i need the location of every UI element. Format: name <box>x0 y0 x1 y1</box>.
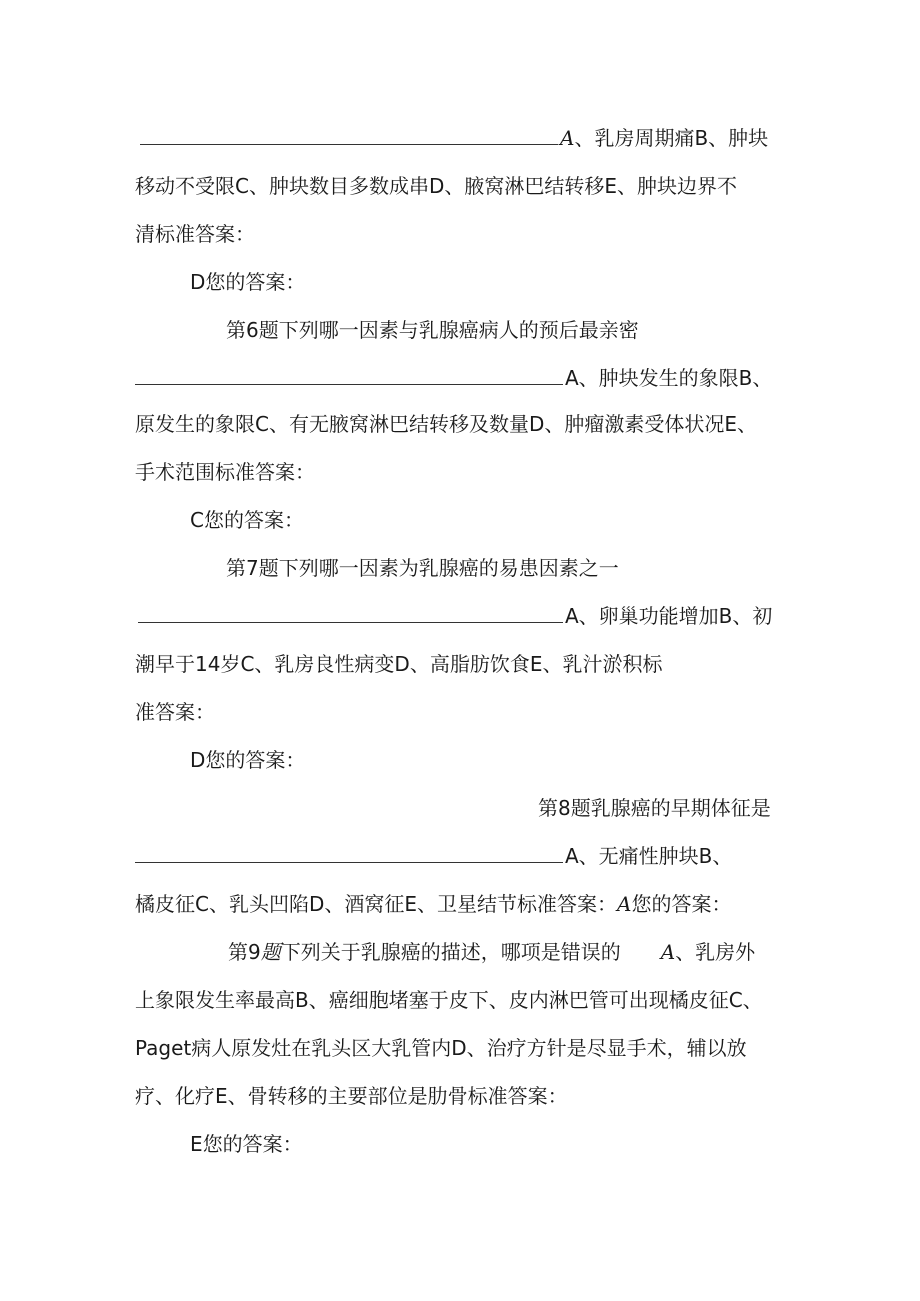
q6-title: 第6题下列哪一因素与乳腺癌病人的预后最亲密 <box>226 318 639 342</box>
q8-options-text-2: 橘皮征C、乳头凹陷D、酒窝征E、卫星结节标准答案： <box>135 892 618 916</box>
q7-option-line-3: 准答案： <box>135 700 215 724</box>
q6-option-line-2: 原发生的象限C、有无腋窝淋巴结转移及数量D、肿瘤激素受体状况E、 <box>135 412 758 436</box>
q5-option-line-2: 移动不受限C、肿块数目多数成串D、腋窝淋巴结转移E、肿块边界不 <box>135 174 738 198</box>
q8-your-answer: 您的答案： <box>631 892 732 916</box>
q6-your-answer: C您的答案： <box>190 508 304 532</box>
q7-title: 第7题下列哪一因素为乳腺癌的易患因素之一 <box>226 556 619 580</box>
answer-blank <box>135 842 563 863</box>
q7-option-line-2: 潮早于14岁C、乳房良性病变D、高脂肪饮食E、乳汁淤积标 <box>135 652 663 676</box>
q9-option-line-3: Paget病人原发灶在乳头区大乳管内D、治疗方针是尽显手术，辅以放 <box>135 1036 747 1060</box>
q7-your-answer: D您的答案： <box>190 748 306 772</box>
q9-ti-char: 题 <box>260 940 281 964</box>
q8-option-line-1 <box>135 842 732 870</box>
q8-option-line-2 <box>135 890 731 918</box>
q7-option-line-1 <box>138 602 772 630</box>
q5-your-answer: D您的答案： <box>190 270 306 294</box>
q9-option-line-4: 疗、化疗E、骨转移的主要部位是肋骨标准答案： <box>135 1084 568 1108</box>
q9-option-line-2: 上象限发生率最高B、癌细胞堵塞于皮下、皮内淋巴管可出现橘皮征C、 <box>135 988 763 1012</box>
q6-options-text: A、肿块发生的象限B、 <box>565 366 773 390</box>
q5-option-a-letter: A <box>560 126 575 150</box>
q6-option-line-3: 手术范围标准答案： <box>135 460 315 484</box>
q9-your-answer: E您的答案： <box>190 1132 303 1156</box>
q5-options-text: 、乳房周期痛B、肿块 <box>574 126 769 150</box>
q8-title: 第8题乳腺癌的早期体征是 <box>538 796 771 820</box>
answer-blank <box>138 602 563 623</box>
q9-title-tail: 、乳房外 <box>675 940 756 964</box>
q7-options-text: A、卵巢功能增加B、初 <box>565 604 773 628</box>
q6-option-line-1 <box>135 364 772 392</box>
q8-standard-answer: A <box>617 892 632 916</box>
q9-option-a-letter: A <box>660 940 676 964</box>
q5-option-line-1 <box>140 124 768 152</box>
answer-blank <box>140 124 558 145</box>
q5-option-line-3: 清标准答案： <box>135 222 255 246</box>
q9-number: 第9 <box>228 940 261 964</box>
q8-options-text: A、无痛性肿块B、 <box>565 844 733 868</box>
answer-blank <box>135 364 563 385</box>
q9-title <box>228 938 755 966</box>
q9-title-text: 下列关于乳腺癌的描述，哪项是错误的 <box>280 940 621 964</box>
